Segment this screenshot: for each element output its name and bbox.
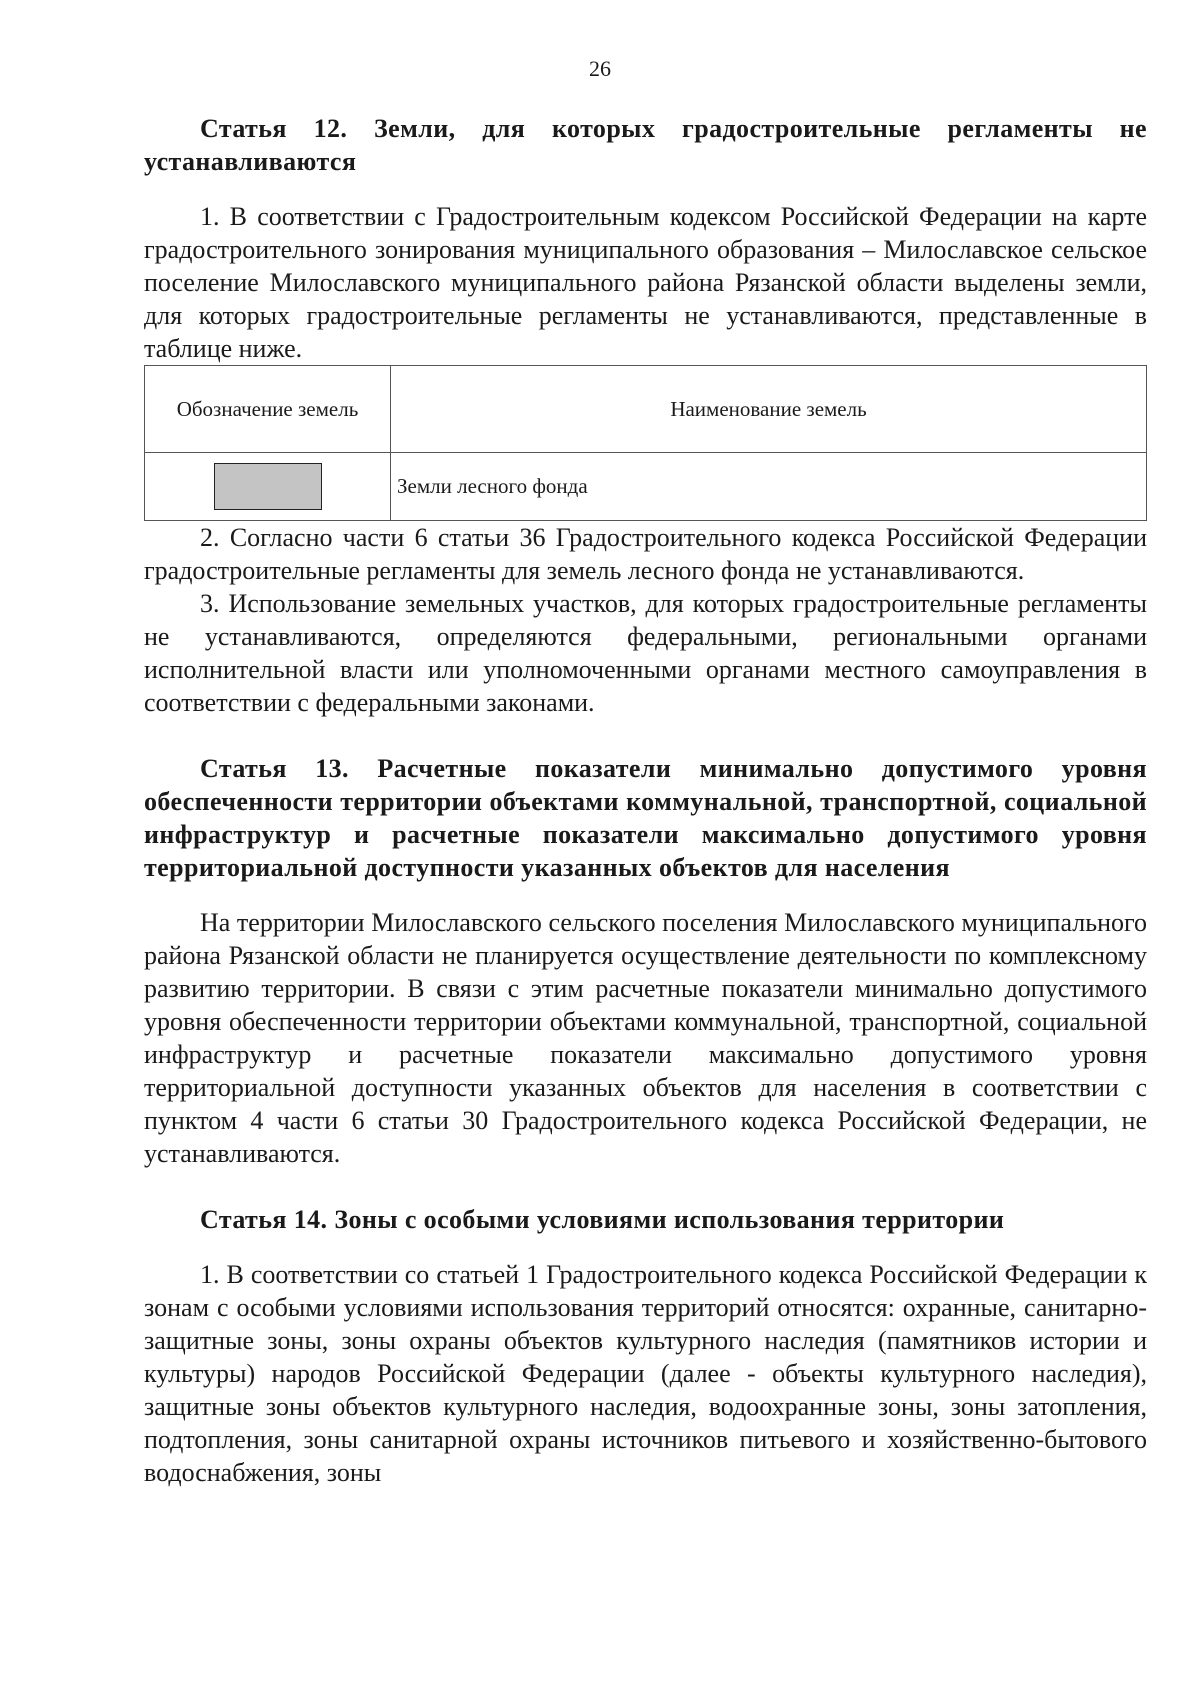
article-14-paragraph-1: 1. В соответствии со статьей 1 Градостроительного кодекса Российской Федерации к зонам с особыми условиями использования территорий относятся: охранные, санитарно-защитные зоны, зоны охраны объектов культурного наследия (памятников истории и культуры) народов Российской Федерации (далее - объекты культурного наследия), защитные зоны объектов культурного наследия, водоохранные зоны, зоны затопления, подтопления, зоны санитарной охраны источников питьевого и хозяйственно-бытового водоснабжения, зоны [144,1260,1147,1487]
table-header-row [145,366,1147,453]
table-header-name: Наименование земель [391,366,1147,453]
page-content [144,112,1147,1489]
article-12-paragraph-3: 3. Использование земельных участков, для которых градостроительные регламенты не устанавливаются, определяются федеральными, региональными органами исполнительной власти или уполномоченными органами местного самоуправления в соответствии с федеральными законами. [144,589,1147,717]
page-number: 26 [589,56,611,81]
article-12-paragraph-2: 2. Согласно части 6 статьи 36 Градостроительного кодекса Российской Федерации градостроительные регламенты для земель лесного фонда не устанавливаются. [144,523,1147,585]
article-13-heading: Статья 13. Расчетные показатели минимально допустимого уровня обеспеченности территории объектами коммунальной, транспортной, социальной инфраструктур и расчетные показатели максимально допустимого уровня территориальной доступности указанных объектов для населения [144,754,1147,882]
article-14-heading: Статья 14. Зоны с особыми условиями использования территории [200,1205,1005,1234]
table-row [145,453,1147,521]
forest-fund-legend-swatch [214,463,322,510]
article-12-heading: Статья 12. Земли, для которых градостроительные регламенты не устанавливаются [144,114,1147,176]
article-12-paragraph-1: 1. В соответствии с Градостроительным кодексом Российской Федерации на карте градостроительного зонирования муниципального образования – Милославское сельское поселение Милославского муниципального района Рязанской области выделены земли, для которых градостроительные регламенты не устанавливаются, представленные в таблице ниже. [144,202,1147,363]
lands-table [144,365,1147,521]
table-cell-land-name: Земли лесного фонда [391,453,1147,521]
article-13-paragraph-1: На территории Милославского сельского поселения Милославского муниципального района Рязанской области не планируется осуществление деятельности по комплексному развитию территории. В связи с этим расчетные показатели минимально допустимого уровня обеспеченности территории объектами коммунальной, транспортной, социальной инфраструктур и расчетные показатели максимально допустимого уровня территориальной доступности указанных объектов для населения в соответствии с пунктом 4 части 6 статьи 30 Градостроительного кодекса Российской Федерации, не устанавливаются. [144,908,1147,1168]
table-cell-designation [145,453,391,521]
table-header-designation: Обозначение земель [145,366,391,453]
